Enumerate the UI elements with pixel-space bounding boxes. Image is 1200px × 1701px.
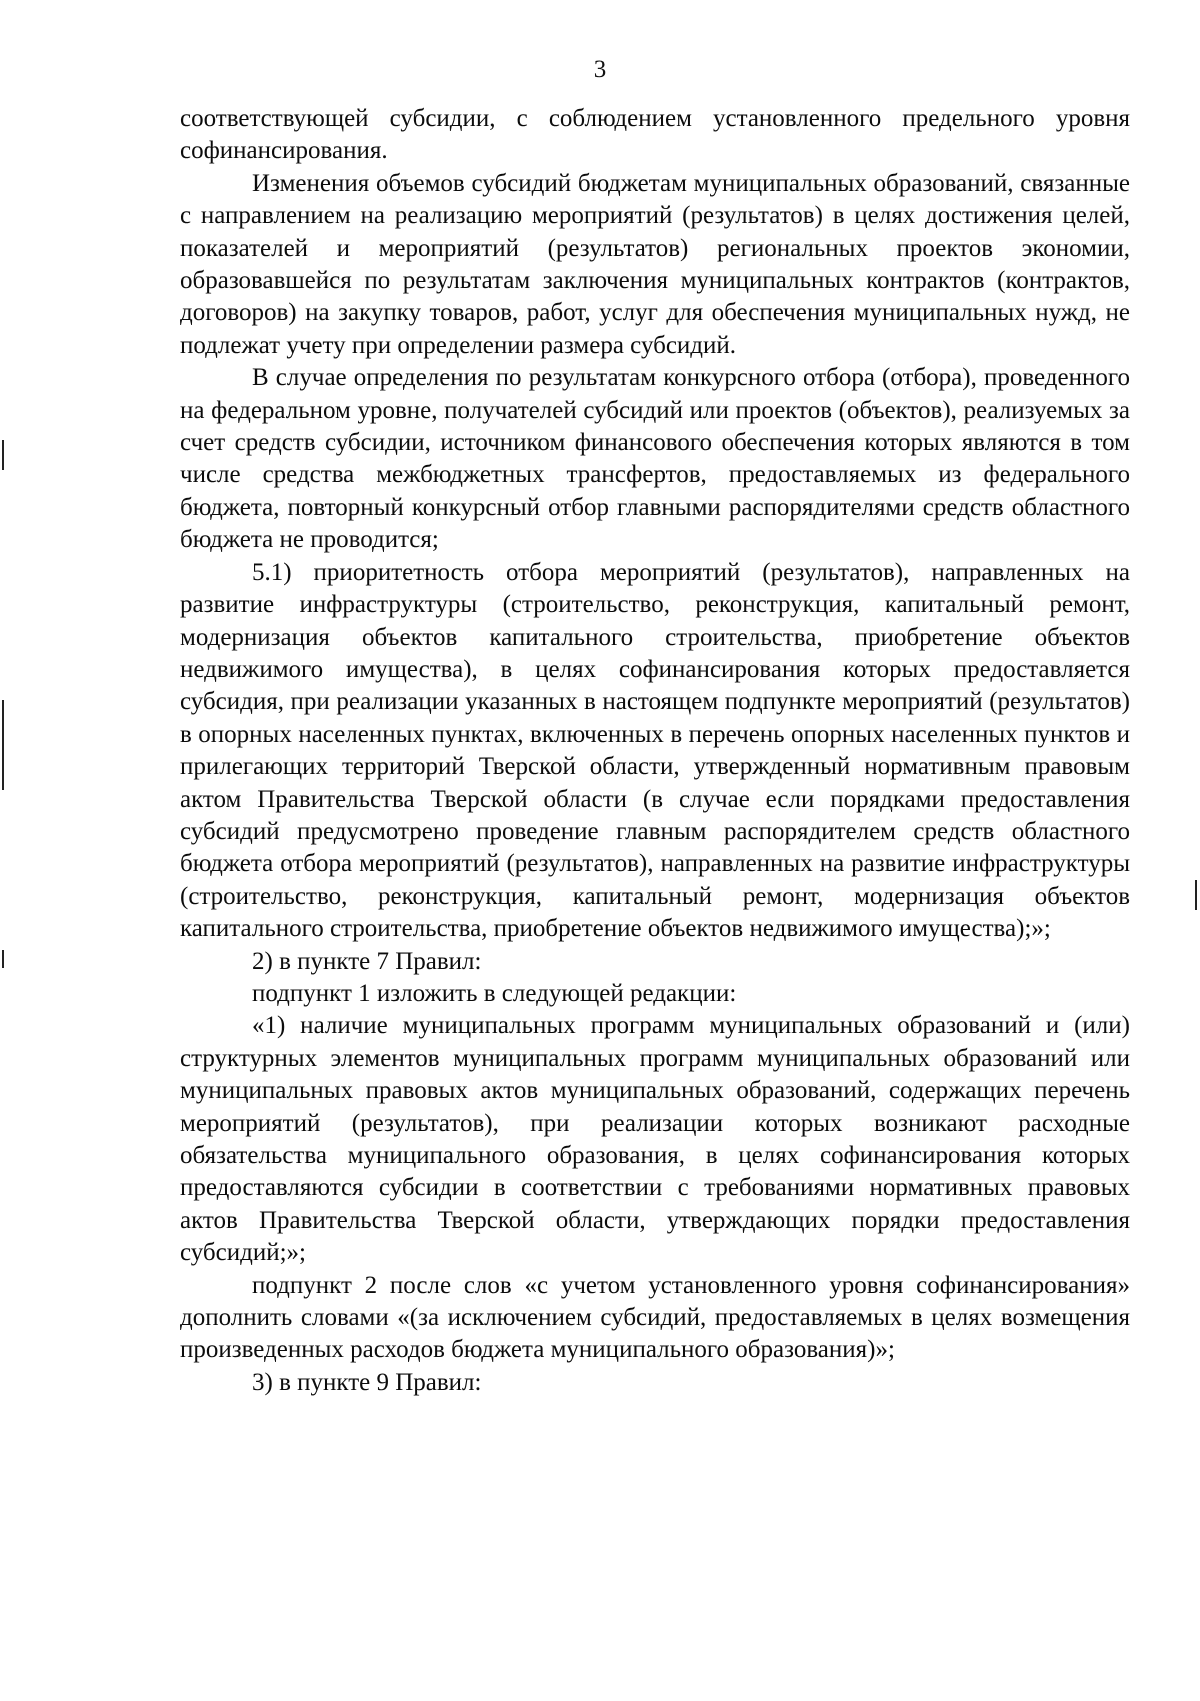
paragraph-subitem-1-heading: подпункт 1 изложить в следующей редакции:	[252, 979, 737, 1007]
scan-edge-mark	[2, 950, 4, 968]
paragraph-subsidy-cofinancing: соответствующей субсидии, с соблюдением установленного предельного уровня софинансирования.	[180, 105, 1130, 165]
paragraph-subitem-1-text: «1) наличие муниципальных программ муниципальных образований и (или) структурных элементов муниципальных программ муниципальных образований или муниципальных правовых актов муниципальных образований, содержащих перечень мероприятий (результатов), при реализации которых возникают расходные обязательства муниципального образования, в целях софинансирования которых предоставляются субсидии в соответствии с требованиями нормативных правовых актов Правительства Тверской области, утверждающих порядки предоставления субсидий;»;	[180, 1012, 1130, 1267]
scan-edge-mark	[2, 440, 4, 470]
scan-edge-mark	[1195, 880, 1197, 910]
document-body	[180, 103, 1130, 1399]
paragraph-competitive-selection: В случае определения по результатам конкурсного отбора (отбора), проведенного на федеральном уровне, получателей субсидий или проектов (объектов), реализуемых за счет средств субсидии, источником финансового обеспечения которых являются в том числе средства межбюджетных трансфертов, предоставляемых из федерального бюджета, повторный конкурсный отбор главными распорядителями средств областного бюджета не проводится;	[180, 364, 1130, 554]
page-number: 3	[593, 56, 607, 83]
scan-edge-mark	[2, 700, 4, 790]
paragraph-item-2: 2) в пункте 7 Правил:	[252, 947, 482, 975]
paragraph-item-5-1: 5.1) приоритетность отбора мероприятий (результатов), направленных на развитие инфраструктуры (строительство, реконструкция, капитальный ремонт, модернизация объектов капитального строительства, приобретение объектов недвижимого имущества), в целях софинансирования которых предоставляется субсидия, при реализации указанных в настоящем подпункте мероприятий (результатов) в опорных населенных пунктах, включенных в перечень опорных населенных пунктов и прилегающих территорий Тверской области, утвержденный нормативным правовым актом Правительства Тверской области (в случае если порядками предоставления субсидий предусмотрено проведение главным распорядителем средств областного бюджета отбора мероприятий (результатов), направленных на развитие инфраструктуры (строительство, реконструкция, капитальный ремонт, модернизация объектов капитального строительства, приобретение объектов недвижимого имущества);»;	[180, 558, 1130, 943]
paragraph-subitem-2: подпункт 2 после слов «с учетом установленного уровня софинансирования» дополнить словами «(за исключением субсидий, предоставляемых в целях возмещения произведенных расходов бюджета муниципального образования)»;	[180, 1271, 1130, 1364]
paragraph-subsidy-changes: Изменения объемов субсидий бюджетам муниципальных образований, связанные с направлением на реализацию мероприятий (результатов) в целях достижения целей, показателей и мероприятий (результатов) региональных проектов экономии, образовавшейся по результатам заключения муниципальных контрактов (контрактов, договоров) на закупку товаров, работ, услуг для обеспечения муниципальных нужд, не подлежат учету при определении размера субсидий.	[180, 169, 1130, 359]
paragraph-item-3: 3) в пункте 9 Правил:	[252, 1368, 482, 1396]
